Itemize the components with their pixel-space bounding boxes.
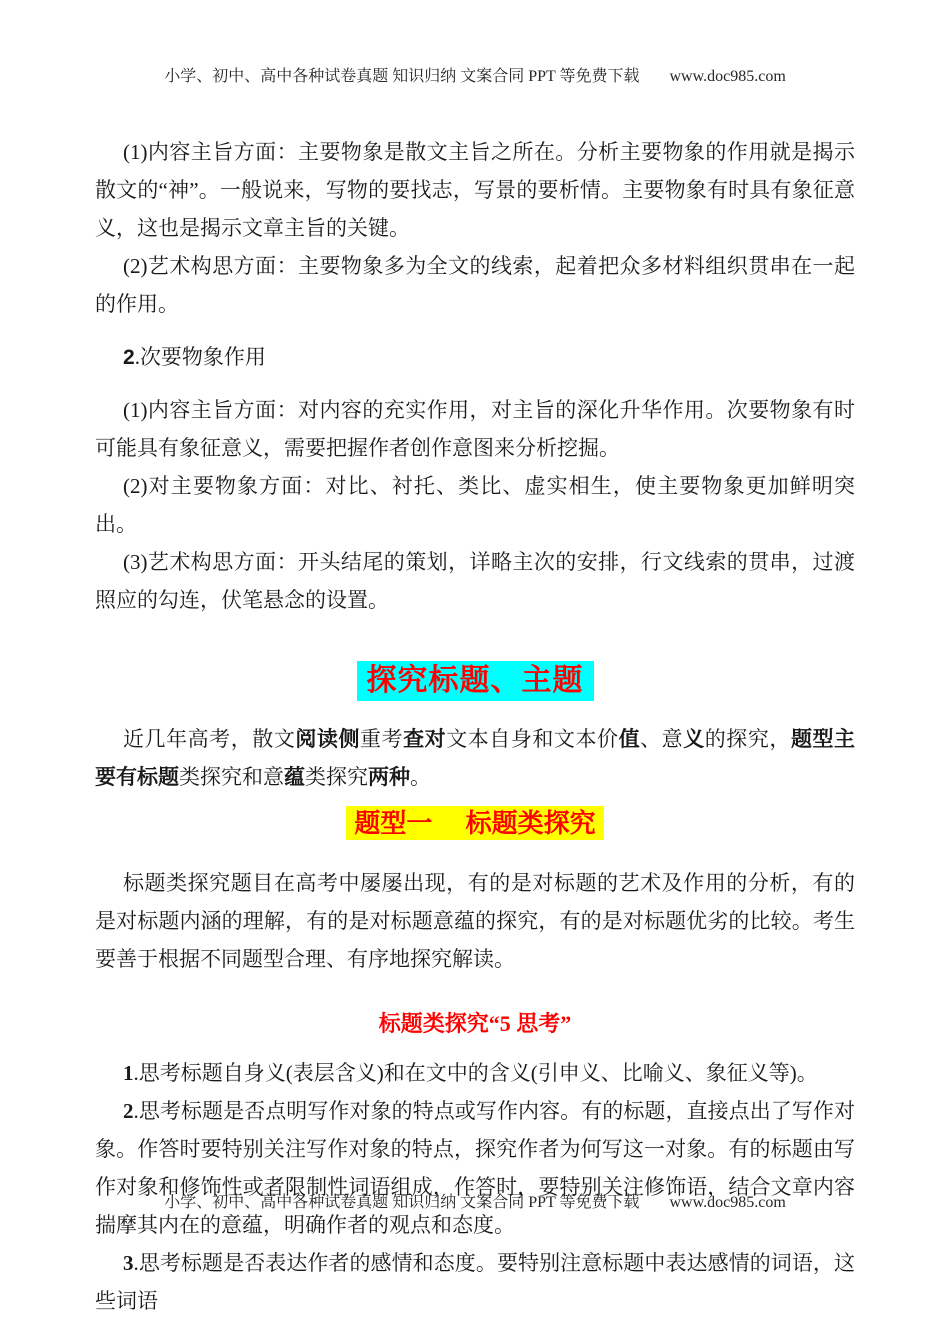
heading-text: .次要物象作用 — [134, 345, 266, 369]
main-title-row — [95, 661, 855, 701]
main-title-explore-title-theme: 探究标题、主题 — [357, 661, 594, 701]
header-site-url: www.doc985.com — [669, 68, 786, 85]
intro-bold-segment: 阅读侧 — [295, 728, 361, 751]
heading-secondary-object-function — [95, 338, 855, 377]
intro-segment: 。 — [410, 766, 431, 789]
intro-bold-segment: 查对 — [403, 728, 447, 751]
list-item-number: 2 — [123, 1099, 134, 1123]
paragraph-intro-exam-trends — [95, 721, 855, 797]
page-footer — [0, 1192, 950, 1214]
heading-number: 2 — [123, 346, 135, 369]
header-site-text: 小学、初中、高中各种试卷真题 知识归纳 文案合同 PPT 等免费下载 — [164, 68, 640, 85]
document-body — [95, 133, 855, 1320]
subtitle-row — [95, 806, 855, 840]
intro-bold-segment: 义 — [683, 728, 705, 751]
subtitle-question-type-one: 题型一 标题类探究 — [346, 806, 603, 840]
paragraph-main-object-content-theme: (1)内容主旨方面：主要物象是散文主旨之所在。分析主要物象的作用就是揭示散文的“神”。一般说来，写物的要找志，写景的要析情。主要物象有时具有象征意义，这也是揭示文章主旨的关键。 — [95, 140, 855, 240]
intro-segment: 近几年高考，散文 — [123, 728, 296, 751]
paragraph-main-object-art-structure: (2)艺术构思方面：主要物象多为全文的线索，起着把众多材料组织贯串在一起的作用。 — [95, 254, 855, 316]
intro-segment: 的探究， — [704, 728, 791, 751]
intro-segment: 类探究 — [305, 766, 368, 789]
list-item-number: 3 — [123, 1251, 134, 1275]
footer-site-text: 小学、初中、高中各种试卷真题 知识归纳 文案合同 PPT 等免费下载 — [164, 1194, 640, 1211]
intro-bold-segment: 题型主要有标题 — [95, 728, 856, 789]
paragraph-secondary-object-contrast: (2)对主要物象方面：对比、衬托、类比、虚实相生，使主要物象更加鲜明突出。 — [95, 474, 855, 536]
intro-bold-segment: 值 — [618, 728, 641, 751]
list-item-text: .思考标题自身义(表层含义)和在文中的含义(引申义、比喻义、象征义等)。 — [133, 1061, 818, 1085]
heading-five-thoughts: 标题类探究“5 思考” — [378, 1011, 572, 1036]
intro-segment: 类探究和意 — [179, 766, 284, 789]
paragraph-secondary-object-content: (1)内容主旨方面：对内容的充实作用，对主旨的深化升华作用。次要物象有时可能具有象征意义，需要把握作者创作意图来分析挖掘。 — [95, 398, 855, 460]
intro-bold-segment: 蕴 — [284, 766, 305, 789]
list-item-thought-2 — [95, 1092, 855, 1244]
page-header — [0, 66, 950, 88]
intro-bold-segment: 两种 — [368, 766, 410, 789]
intro-segment: 、意 — [640, 728, 684, 751]
intro-segment: 文本自身和文本价 — [446, 728, 619, 751]
paragraph-title-exploration-overview: 标题类探究题目在高考中屡屡出现，有的是对标题的艺术及作用的分析，有的是对标题内涵的理解，有的是对标题意蕴的探究，有的是对标题优劣的比较。考生要善于根据不同题型合理、有序地探究解读。 — [95, 871, 855, 971]
list-item-text: .思考标题是否表达作者的感情和态度。要特别注意标题中表达感情的词语，这些词语 — [95, 1251, 855, 1313]
list-item-thought-1 — [95, 1054, 855, 1092]
intro-segment: 重考 — [360, 728, 404, 751]
list-item-thought-3 — [95, 1244, 855, 1320]
list-item-number: 1 — [123, 1061, 134, 1085]
paragraph-secondary-object-structure: (3)艺术构思方面：开头结尾的策划，详略主次的安排，行文线索的贯串，过渡照应的勾连，伏笔悬念的设置。 — [95, 550, 855, 612]
list-item-text: .思考标题是否点明写作对象的特点或写作内容。有的标题，直接点出了写作对象。作答时要特别关注写作对象的特点，探究作者为何写这一对象。有的标题由写作对象和修饰性或者限制性词语组成，作答时，要特别关注修饰语，结合文章内容揣摩其内在的意蕴，明确作者的观点和态度。 — [95, 1099, 855, 1237]
footer-site-url: www.doc985.com — [669, 1194, 786, 1211]
